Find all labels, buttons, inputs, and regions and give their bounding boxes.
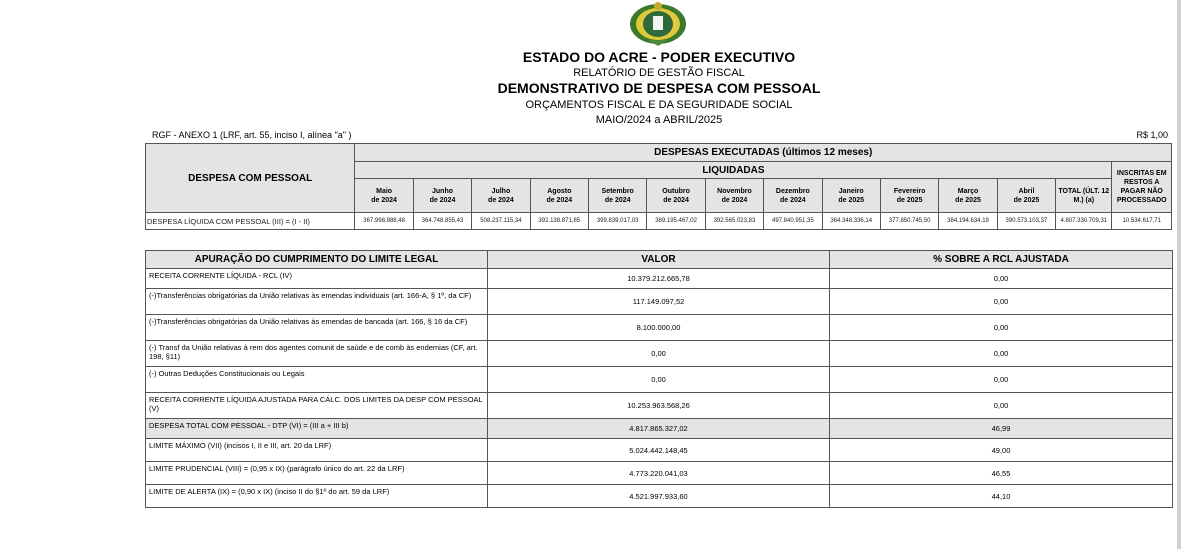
limit-row [146, 462, 1173, 485]
month-name: Julho [491, 187, 511, 195]
inscribed-header: INSCRITAS EM RESTOS A PAGAR NÃO PROCESSADO [1112, 162, 1172, 213]
limit-row-percent: 0,00 [830, 393, 1173, 419]
limit-row [146, 341, 1173, 367]
month-year: de 2024 [429, 196, 456, 204]
limit-row-value: 0,00 [488, 367, 830, 393]
month-name: Abril [1018, 187, 1035, 195]
report-name: RELATÓRIO DE GESTÃO FISCAL [573, 67, 745, 79]
limit-row [146, 485, 1173, 508]
budget-scope: ORÇAMENTOS FISCAL E DA SEGURIDADE SOCIAL [525, 99, 793, 111]
month-header [472, 179, 530, 213]
month-name: Março [957, 187, 979, 195]
limit-row [146, 289, 1173, 315]
limit-row-percent: 0,00 [830, 315, 1173, 341]
month-name: Janeiro [838, 187, 864, 195]
limit-row-value: 10.379.212.665,78 [488, 269, 830, 289]
inscribed-value: 10.534.617,71 [1112, 213, 1172, 230]
value-header: VALOR [488, 251, 830, 269]
month-header [705, 179, 763, 213]
currency-unit: R$ 1,00 [1136, 130, 1168, 140]
limit-row-percent: 46,99 [830, 419, 1173, 439]
limit-row-label: RECEITA CORRENTE LÍQUIDA AJUSTADA PARA CÁLC. DOS LIMITES DA DESP COM PESSOAL (V) [146, 393, 488, 419]
limit-row-label: (-)Transferências obrigatórias da União relativas às emendas de bancada (art. 166, § 16 da CF) [146, 315, 488, 341]
limit-row-value: 4.521.997.933,60 [488, 485, 830, 508]
limit-row-label: LIMITE MÁXIMO (VII) (incisos I, II e III, art. 20 da LRF) [146, 439, 488, 462]
coat-of-arms-icon [626, 0, 690, 46]
limit-row-percent: 46,55 [830, 462, 1173, 485]
limit-row-value: 117.149.097,52 [488, 289, 830, 315]
limit-row-label: RECEITA CORRENTE LÍQUIDA - RCL (IV) [146, 269, 488, 289]
month-header [355, 179, 413, 213]
month-name: Novembro [717, 187, 752, 195]
month-value: 497.840.951,35 [764, 213, 822, 230]
month-year: de 2024 [488, 196, 514, 204]
liquidated-header: LIQUIDADAS [355, 162, 1112, 179]
limit-row-value: 4.817.865.327,02 [488, 419, 830, 439]
limit-row [146, 439, 1173, 462]
month-year: de 2025 [896, 196, 923, 204]
month-name: Outubro [662, 187, 690, 195]
limit-row-label: (-)Transferências obrigatórias da União relativas às emendas individuais (art. 166-A, § 1º, da CF) [146, 289, 488, 315]
month-header [822, 179, 880, 213]
month-name: Setembro [601, 187, 634, 195]
month-name: Dezembro [775, 187, 810, 195]
limit-row-percent: 0,00 [830, 289, 1173, 315]
month-header [647, 179, 705, 213]
month-value: 377.850.745,50 [880, 213, 938, 230]
month-header [588, 179, 646, 213]
month-value: 389.195.467,02 [647, 213, 705, 230]
limit-row-label: (-) Transf da União relativas à rem dos agentes comunit de saúde e de comb às endemias (CF, art. 198, §11) [146, 341, 488, 367]
month-name: Agosto [547, 187, 572, 195]
limit-row-label: (-) Outras Deduções Constitucionais ou Legais [146, 367, 488, 393]
limit-row-percent: 0,00 [830, 341, 1173, 367]
limit-row-value: 8.100.000,00 [488, 315, 830, 341]
month-header [413, 179, 471, 213]
month-year: de 2024 [780, 196, 806, 204]
month-value: 384.194.634,19 [939, 213, 997, 230]
limit-row [146, 419, 1173, 439]
limit-row-label: DESPESA TOTAL COM PESSOAL - DTP (VI) = (III a + III b) [146, 419, 488, 439]
document-title: DEMONSTRATIVO DE DESPESA COM PESSOAL [497, 80, 821, 96]
limit-row-label: LIMITE DE ALERTA (IX) = (0,90 x IX) (inciso II do §1º do art. 59 da LRF) [146, 485, 488, 508]
total-header: TOTAL (ÚLT. 12 M.) (a) [1056, 179, 1112, 213]
month-header [880, 179, 938, 213]
limit-row [146, 269, 1173, 289]
month-year: de 2024 [371, 196, 397, 204]
month-header [530, 179, 588, 213]
month-year: de 2024 [721, 196, 748, 204]
limit-row-percent: 0,00 [830, 269, 1173, 289]
legal-limit-table [145, 250, 1173, 508]
month-year: de 2024 [546, 196, 573, 204]
month-name: Fevereiro [893, 187, 926, 195]
month-value: 364.748.855,43 [413, 213, 471, 230]
month-value: 399.839.017,03 [588, 213, 646, 230]
month-value: 508.237.115,34 [472, 213, 530, 230]
limit-label-header: APURAÇÃO DO CUMPRIMENTO DO LIMITE LEGAL [146, 251, 488, 269]
limit-row [146, 393, 1173, 419]
month-header [997, 179, 1055, 213]
month-value: 392.138.871,85 [530, 213, 588, 230]
month-header [764, 179, 822, 213]
month-year: de 2024 [663, 196, 689, 204]
executed-header: DESPESAS EXECUTADAS (últimos 12 meses) [355, 144, 1172, 162]
limit-row-value: 0,00 [488, 341, 830, 367]
month-value: 367.998.988,48 [355, 213, 413, 230]
limit-row [146, 367, 1173, 393]
month-value: 392.565.023,83 [705, 213, 763, 230]
month-value: 364.348.336,14 [822, 213, 880, 230]
month-name: Junho [432, 187, 453, 195]
month-header [939, 179, 997, 213]
limit-row-label: LIMITE PRUDENCIAL (VIII) = (0,95 x IX) (parágrafo único do art. 22 da LRF) [146, 462, 488, 485]
month-year: de 2025 [838, 196, 865, 204]
limit-row [146, 315, 1173, 341]
annex-reference: RGF - ANEXO 1 (LRF, art. 55, inciso I, alínea "a" ) [152, 130, 352, 140]
report-period: MAIO/2024 a ABRIL/2025 [595, 114, 723, 126]
limit-row-percent: 49,00 [830, 439, 1173, 462]
state-title: ESTADO DO ACRE - PODER EXECUTIVO [522, 49, 796, 65]
personnel-expense-table [145, 143, 1172, 230]
percent-header: % SOBRE A RCL AJUSTADA [830, 251, 1173, 269]
expense-row-header: DESPESA COM PESSOAL [146, 144, 355, 213]
limit-row-percent: 0,00 [830, 367, 1173, 393]
row-label: DESPESA LÍQUIDA COM PESSOAL (III) = (I - II) [146, 213, 355, 230]
limit-row-value: 5.024.442.148,45 [488, 439, 830, 462]
month-year: de 2024 [604, 196, 631, 204]
month-name: Maio [376, 187, 393, 195]
limit-row-value: 10.253.963.568,26 [488, 393, 830, 419]
month-year: de 2025 [955, 196, 981, 204]
limit-row-percent: 44,10 [830, 485, 1173, 508]
month-value: 390.573.103,37 [997, 213, 1055, 230]
limit-row-value: 4.773.220.041,03 [488, 462, 830, 485]
month-year: de 2025 [1013, 196, 1040, 204]
total-value: 4.807.330.709,31 [1056, 213, 1112, 230]
